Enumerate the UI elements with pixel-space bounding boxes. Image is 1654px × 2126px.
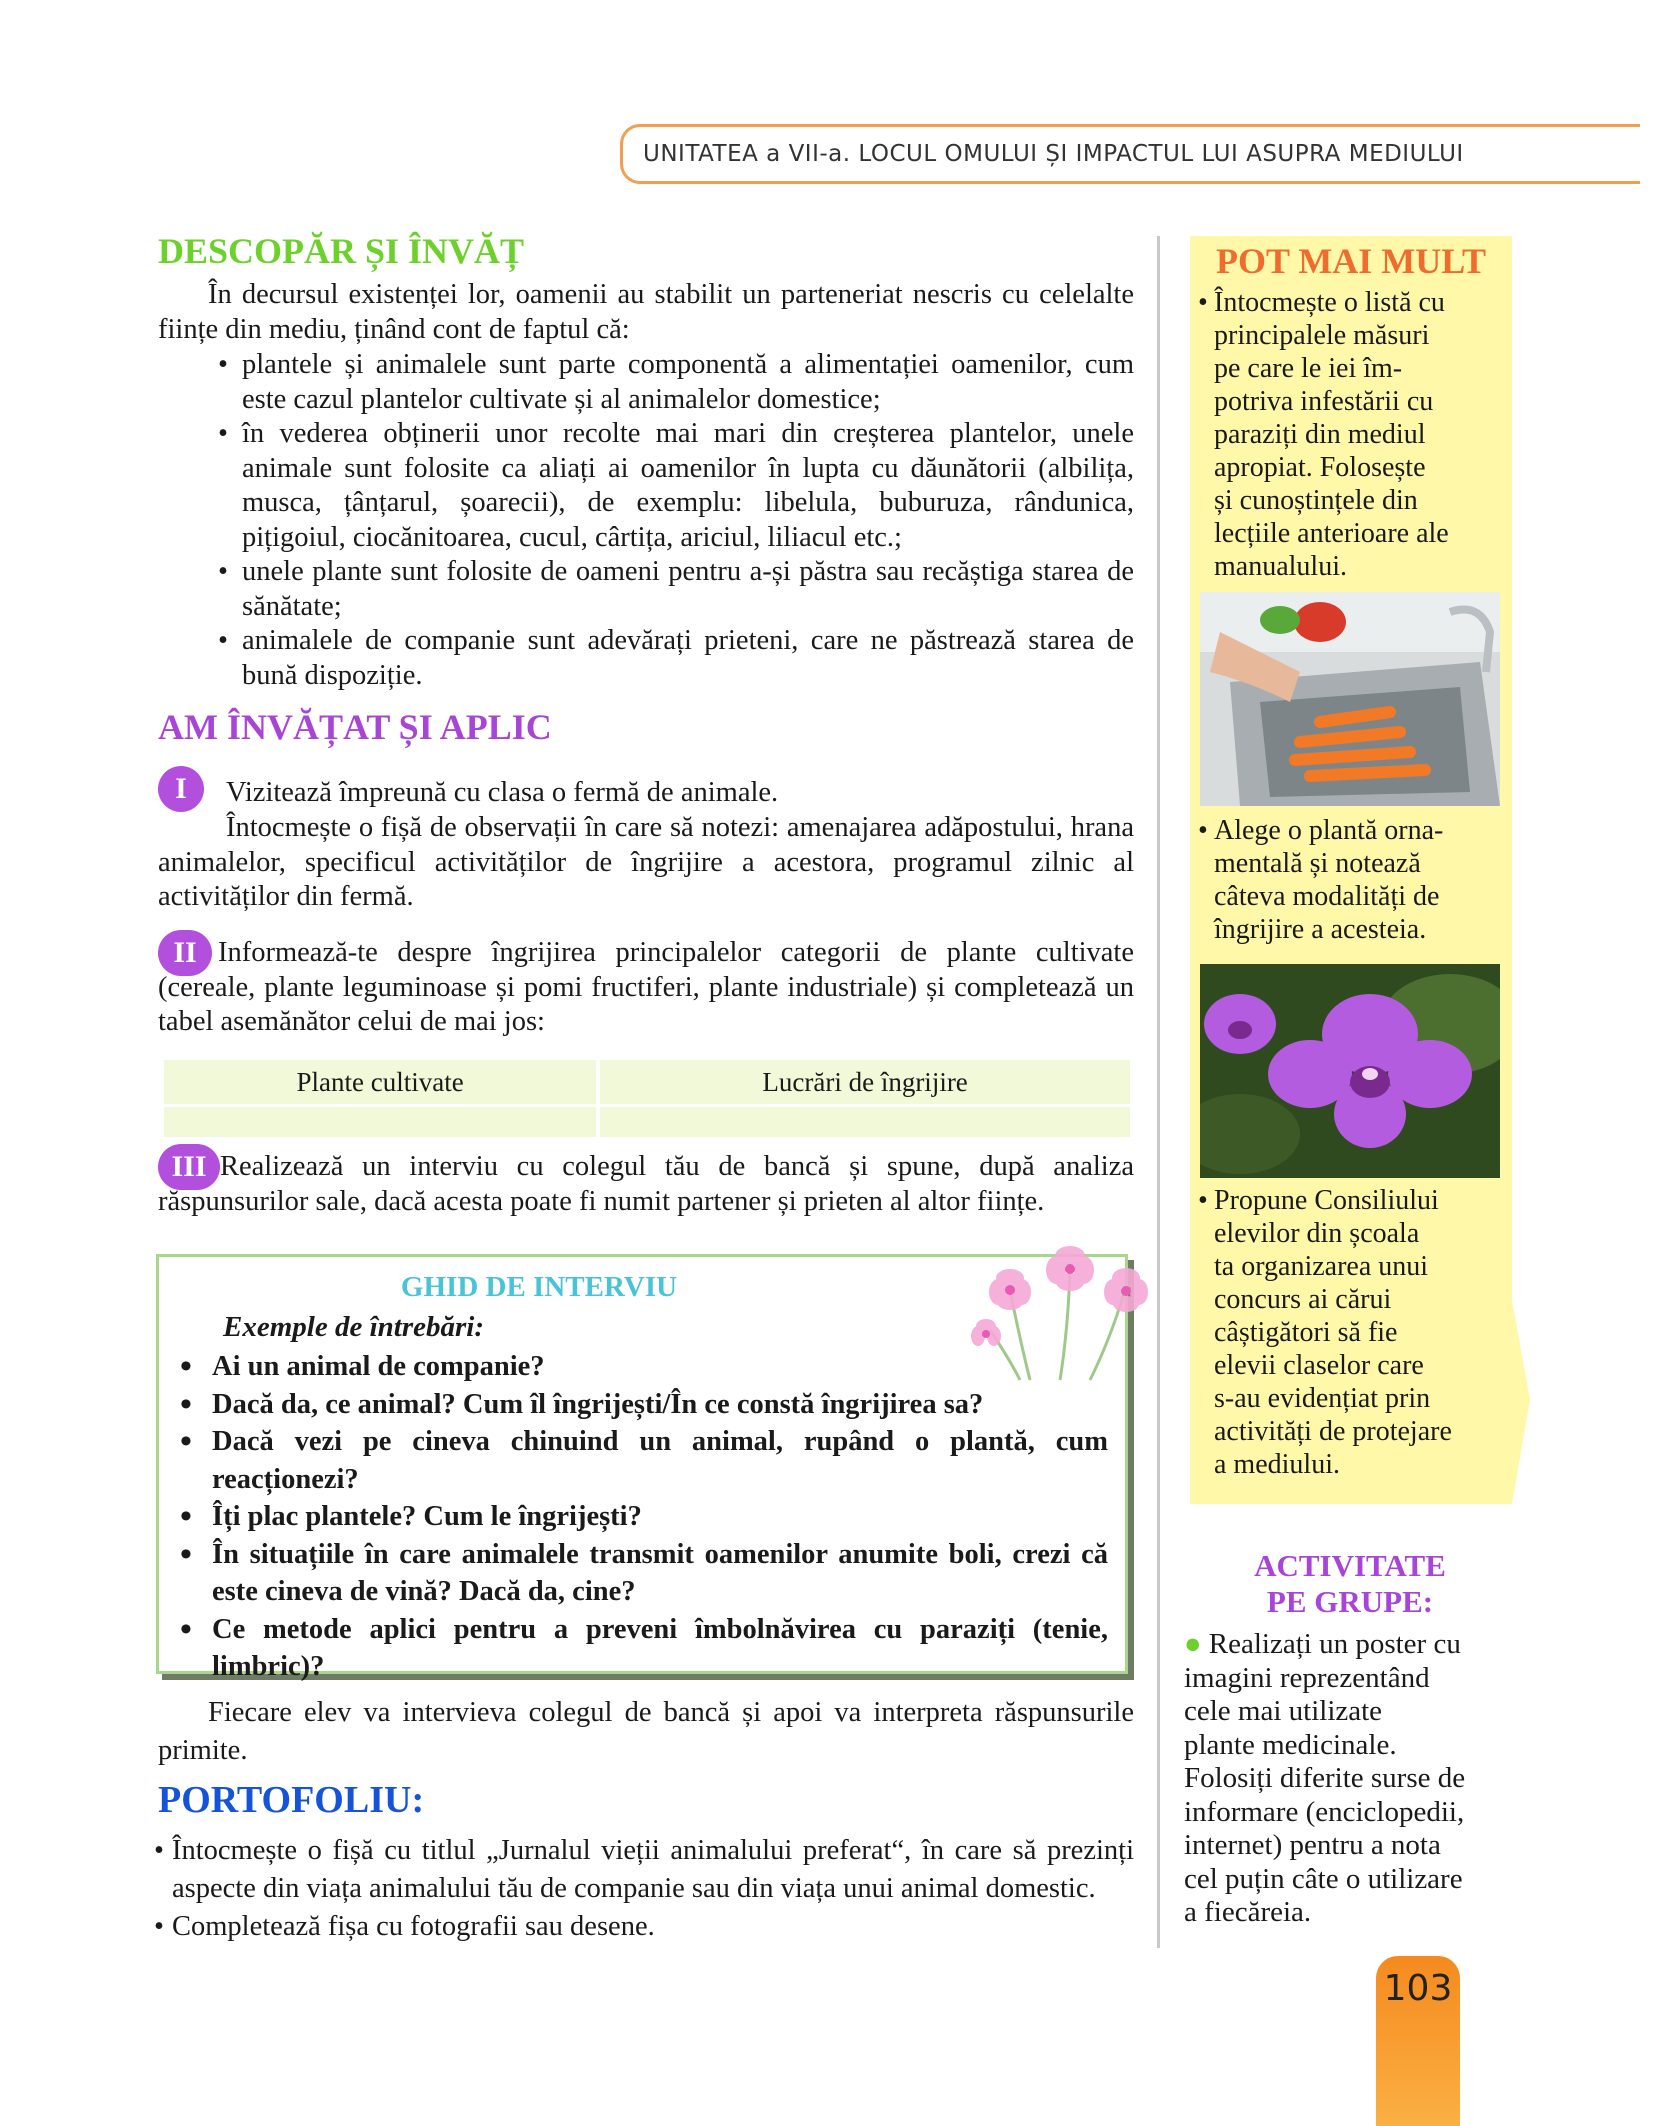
list-item: • animalele de companie sunt adevărați prieteni, care ne păstrează starea de bună dispoziție.	[214, 624, 1134, 693]
section-title-portfolio: PORTOFOLIU:	[158, 1779, 425, 1821]
pot-box-fold	[1512, 1300, 1532, 1504]
list-item: • Completează fișa cu fotografii sau desene.	[150, 1908, 1134, 1946]
page-number: 103	[1383, 1968, 1453, 2009]
table-header-care: Lucrări de îngrijire	[600, 1060, 1130, 1104]
pot-mai-mult-title: POT MAI MULT	[1215, 241, 1487, 281]
interview-question: • Ai un animal de companie?	[178, 1348, 1108, 1386]
discover-bullets	[214, 348, 1134, 693]
interview-question: • Ce metode aplici pentru a preveni îmbolnăvirea cu paraziți (tenie, limbric)?	[178, 1611, 1108, 1686]
table-cell-empty	[164, 1104, 596, 1137]
exercise-2-text: Informează-te despre îngrijirea principalelor categorii de plante cultivate (cereale, plante leguminoase și pomi fructiferi, plante industriale) și completează un tabel asemănător celui de mai jos:	[158, 937, 1134, 1037]
section-title-apply: AM ÎNVĂȚAT ȘI APLIC	[158, 707, 552, 747]
pot-item-2: • Alege o plantă orna- mentală și notează câteva modalități de îngrijire a acesteia.	[1198, 815, 1444, 945]
exercise-badge-1: I	[158, 766, 204, 812]
discover-intro: În decursul existenței lor, oamenii au stabilit un parteneriat nescris cu celelalte ființe din mediu, ținând cont de faptul că:	[158, 279, 1134, 345]
vegetables-sink-photo	[1200, 592, 1500, 806]
activity-title: ACTIVITATE PE GRUPE:	[1254, 1548, 1446, 1619]
unit-header	[620, 124, 1640, 184]
exercise-1-text: Întocmește o fișă de observații în care să notezi: amenajarea adăpostului, hrana animalelor, specificul activităților de îngrijire a acestora, programul zilnic al activităților din fermă.	[158, 812, 1134, 912]
list-item: • în vederea obținerii unor recolte mai mari din creșterea plantelor, unele animale sunt folosite ca aliați ai oamenilor în lupta cu dăunătorii (albilița, musca, țânțarul, șoarecii), de exemplu: libelula, buburuza, rândunica, pițigoiul, ciocănitoarea, cucul, cârtița, ariciul, liliacul etc.;	[214, 417, 1134, 555]
list-item: • plantele și animalele sunt parte componentă a alimentației oamenilor, cum este cazul plantelor cultivate și al animalelor domestice;	[214, 348, 1134, 417]
interview-question: • Dacă vezi pe cineva chinuind un animal, rupând o plantă, cum reacționezi?	[178, 1423, 1108, 1498]
orchid-photo	[1200, 964, 1500, 1178]
unit-title: UNITATEA a VII-a. LOCUL OMULUI ȘI IMPACTUL LUI ASUPRA MEDIULUI	[643, 141, 1464, 167]
list-item: • unele plante sunt folosite de oameni pentru a-și păstra sau recăștiga starea de sănătate;	[214, 555, 1134, 624]
exercise-1-line1: Vizitează împreună cu clasa o fermă de animale.	[226, 777, 779, 808]
interview-questions	[178, 1348, 1108, 1686]
section-title-discover: DESCOPĂR ȘI ÎNVĂȚ	[158, 231, 525, 271]
exercise-badge-2: II	[158, 930, 212, 976]
interview-title: GHID DE INTERVIU	[400, 1271, 678, 1303]
exercise-badge-3: III	[158, 1144, 220, 1190]
crop-care-table	[160, 1060, 1134, 1137]
pot-item-1: • Întocmește o listă cu principalele măsuri pe care le iei îm- potriva infestării cu paraziți din mediul apropiat. Folosește și cunoștințele din lecțiile anterioare ale manualului.	[1198, 287, 1449, 582]
interview-question: • Dacă da, ce animal? Cum îl îngrijești/În ce constă îngrijirea sa?	[178, 1386, 1108, 1424]
table-header-plants: Plante cultivate	[164, 1060, 596, 1104]
column-divider	[1157, 236, 1160, 1948]
after-interview-text: Fiecare elev va intervieva colegul de bancă și apoi va interpreta răspunsurile primite.	[158, 1697, 1134, 1766]
pot-item-3: • Propune Consiliului elevilor din școala ta organizarea unui concurs ai cărui câștigători să fie elevii claselor care s-au evidențiat prin activități de protejare a mediului.	[1198, 1185, 1452, 1480]
portfolio-items	[150, 1832, 1134, 1946]
interview-question: • În situațiile în care animalele transmit oamenilor anumite boli, crezi că este cineva de vină? Dacă da, cine?	[178, 1536, 1108, 1611]
interview-subtitle: Exemple de întrebări:	[223, 1311, 484, 1343]
activity-text: ● Realizați un poster cu imagini reprezentând cele mai utilizate plante medicinale. Folosiți diferite surse de informare (enciclopedii, internet) pentru a nota cel puțin câte o utilizare a fiecăreia.	[1184, 1628, 1466, 1928]
list-item: • Întocmește o fișă cu titlul „Jurnalul vieții animalului preferat“, în care să prezinți aspecte din viața animalului tău de companie sau din viața unui animal domestic.	[150, 1832, 1134, 1908]
exercise-3-text: Realizează un interviu cu colegul tău de bancă și spune, după analiza răspunsurilor sale, dacă acesta poate fi numit partener și prieten al altor ființe.	[158, 1151, 1134, 1217]
interview-question: • Îți plac plantele? Cum le îngrijești?	[178, 1498, 1108, 1536]
table-cell-empty	[600, 1104, 1130, 1137]
pot-mai-mult-box	[1190, 236, 1512, 1504]
